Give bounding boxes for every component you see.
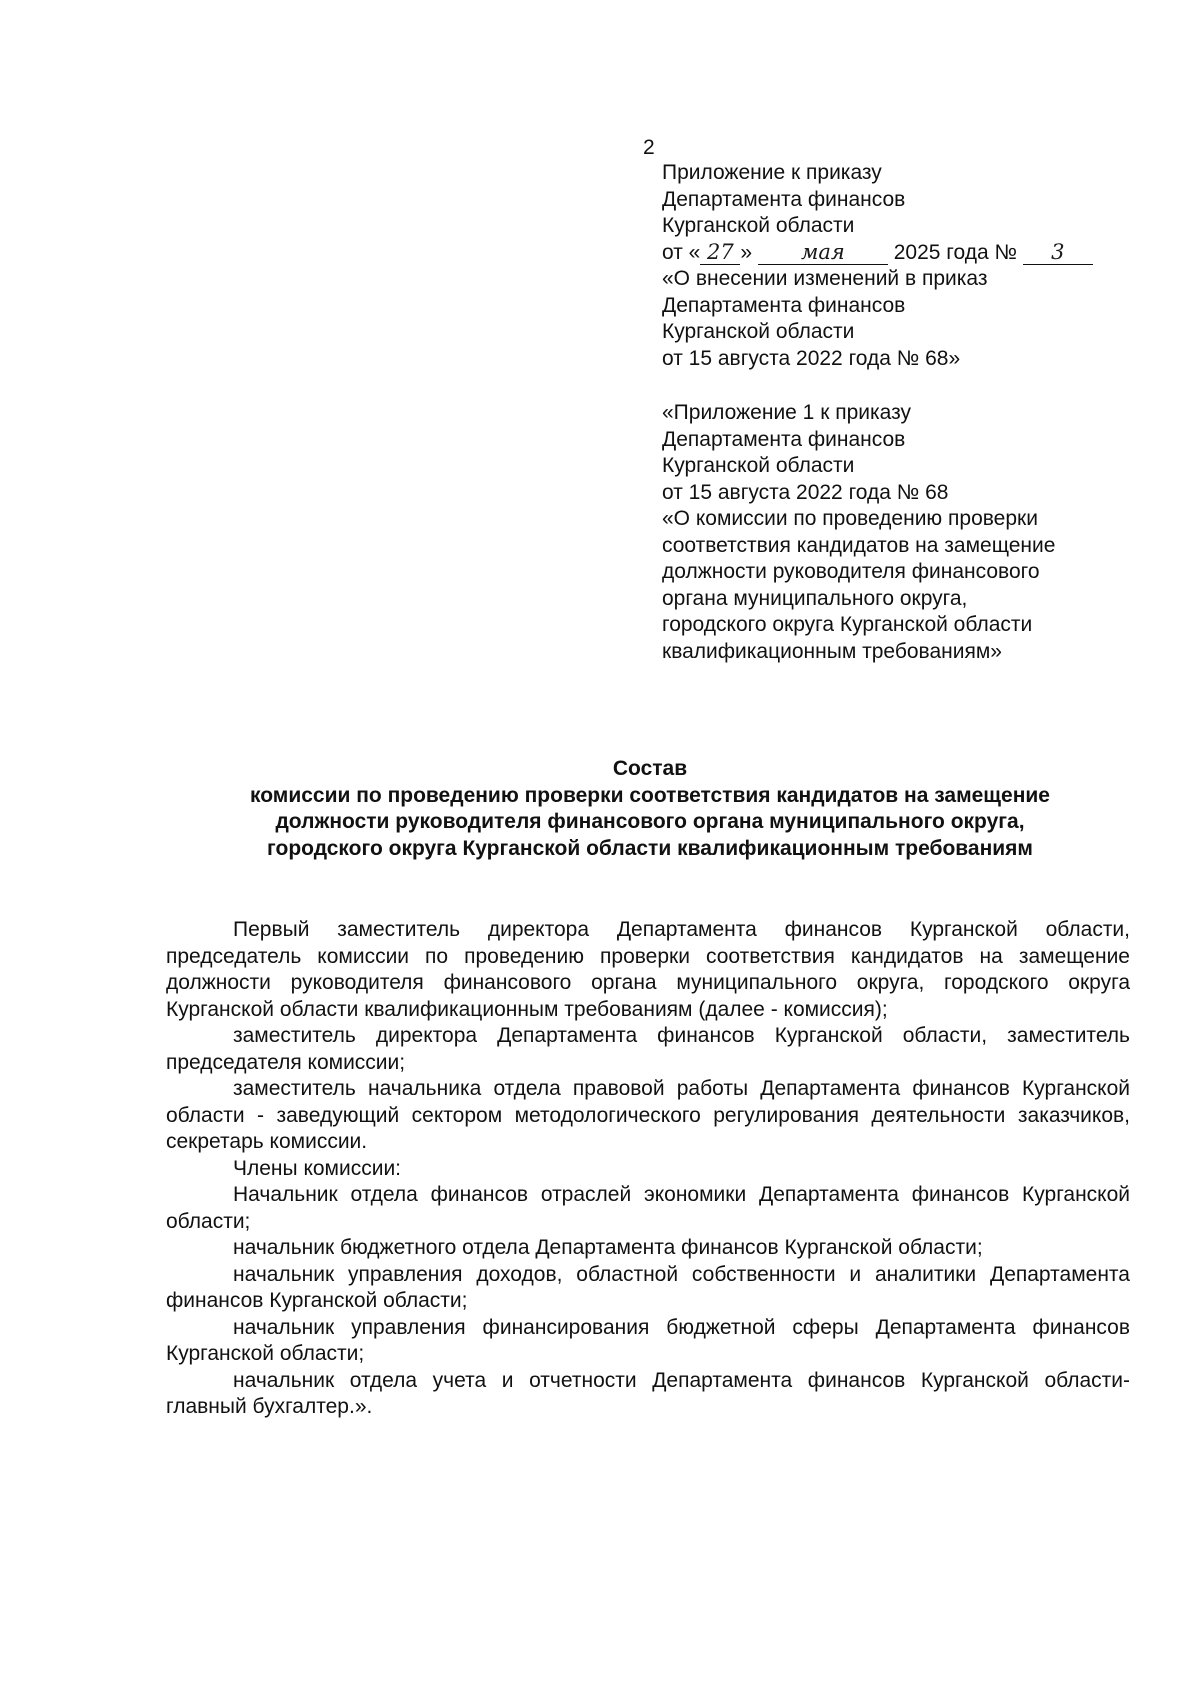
- original-annex-line: «О комиссии по проведению проверки: [662, 507, 1038, 530]
- annex-subject-line: от 15 августа 2022 года № 68»: [662, 346, 961, 370]
- title-line: комиссии по проведению проверки соответствия кандидатов на замещение: [250, 783, 1050, 807]
- original-annex-line: органа муниципального округа,: [662, 586, 968, 610]
- body-paragraph: Члены комиссии:: [233, 1156, 402, 1180]
- date-year-text: 2025 года №: [893, 240, 1017, 264]
- annex-header: [662, 160, 1132, 665]
- annex-subject-line: Курганской области: [662, 320, 855, 343]
- annex-header-line: Департамента финансов: [662, 187, 906, 211]
- body-paragraph: Первый заместитель директора Департамента финансов Курганской области, председатель комиссии по проведению проверки соответствия кандидатов на замещение должности руководителя финансового органа муниципального округа, городского округа Курганской области квалификационным требованиям (далее - комиссия);: [166, 918, 1130, 1021]
- original-annex-line: Департамента финансов: [662, 427, 906, 451]
- date-day-handwritten: 27: [706, 239, 734, 264]
- body-paragraph: начальник управления доходов, областной собственности и аналитики Департамента финансов Курганской области;: [166, 1262, 1130, 1312]
- body-paragraph: Начальник отдела финансов отраслей экономики Департамента финансов Курганской области;: [166, 1183, 1130, 1233]
- annex-subject-line: «О внесении изменений в приказ: [662, 267, 988, 290]
- body-paragraph: заместитель начальника отдела правовой работы Департамента финансов Курганской области - заведующий сектором методологического регулирования деятельности заказчиков, секретарь комиссии.: [166, 1077, 1130, 1153]
- annex-subject-line: Департамента финансов: [662, 293, 906, 317]
- original-annex-line: квалификационным требованиям»: [662, 639, 1002, 663]
- order-number-handwritten: 3: [1051, 239, 1065, 264]
- document-title: [150, 756, 1150, 862]
- original-annex-line: «Приложение 1 к приказу: [662, 401, 911, 424]
- annex-date-line: [662, 240, 1132, 267]
- annex-header-line: Приложение к приказу: [662, 161, 882, 184]
- page-number: 2: [643, 136, 655, 159]
- date-quote-close: »: [740, 240, 753, 264]
- original-annex-line: должности руководителя финансового: [662, 560, 1040, 583]
- original-annex-line: Курганской области: [662, 454, 855, 477]
- title-line: городского округа Курганской области квалификационным требованиям: [267, 836, 1033, 860]
- body-paragraph: начальник бюджетного отдела Департамента финансов Курганской области;: [233, 1236, 983, 1259]
- body-paragraph: заместитель директора Департамента финансов Курганской области, заместитель председателя комиссии;: [166, 1024, 1130, 1074]
- title-line: должности руководителя финансового органа муниципального округа,: [275, 810, 1025, 833]
- commission-members-list: [166, 917, 1130, 1421]
- body-paragraph: начальник управления финансирования бюджетной сферы Департамента финансов Курганской области;: [166, 1315, 1130, 1365]
- original-annex-line: соответствия кандидатов на замещение: [662, 533, 1056, 557]
- original-annex-line: городского округа Курганской области: [662, 613, 1033, 636]
- date-month-handwritten: мая: [800, 239, 845, 264]
- original-annex-line: от 15 августа 2022 года № 68: [662, 480, 949, 504]
- date-prefix: от «: [662, 240, 701, 264]
- title-heading: Состав: [612, 757, 688, 780]
- body-paragraph: начальник отдела учета и отчетности Департамента финансов Курганской области- главный бухгалтер.».: [166, 1368, 1130, 1418]
- annex-header-line: Курганской области: [662, 214, 855, 237]
